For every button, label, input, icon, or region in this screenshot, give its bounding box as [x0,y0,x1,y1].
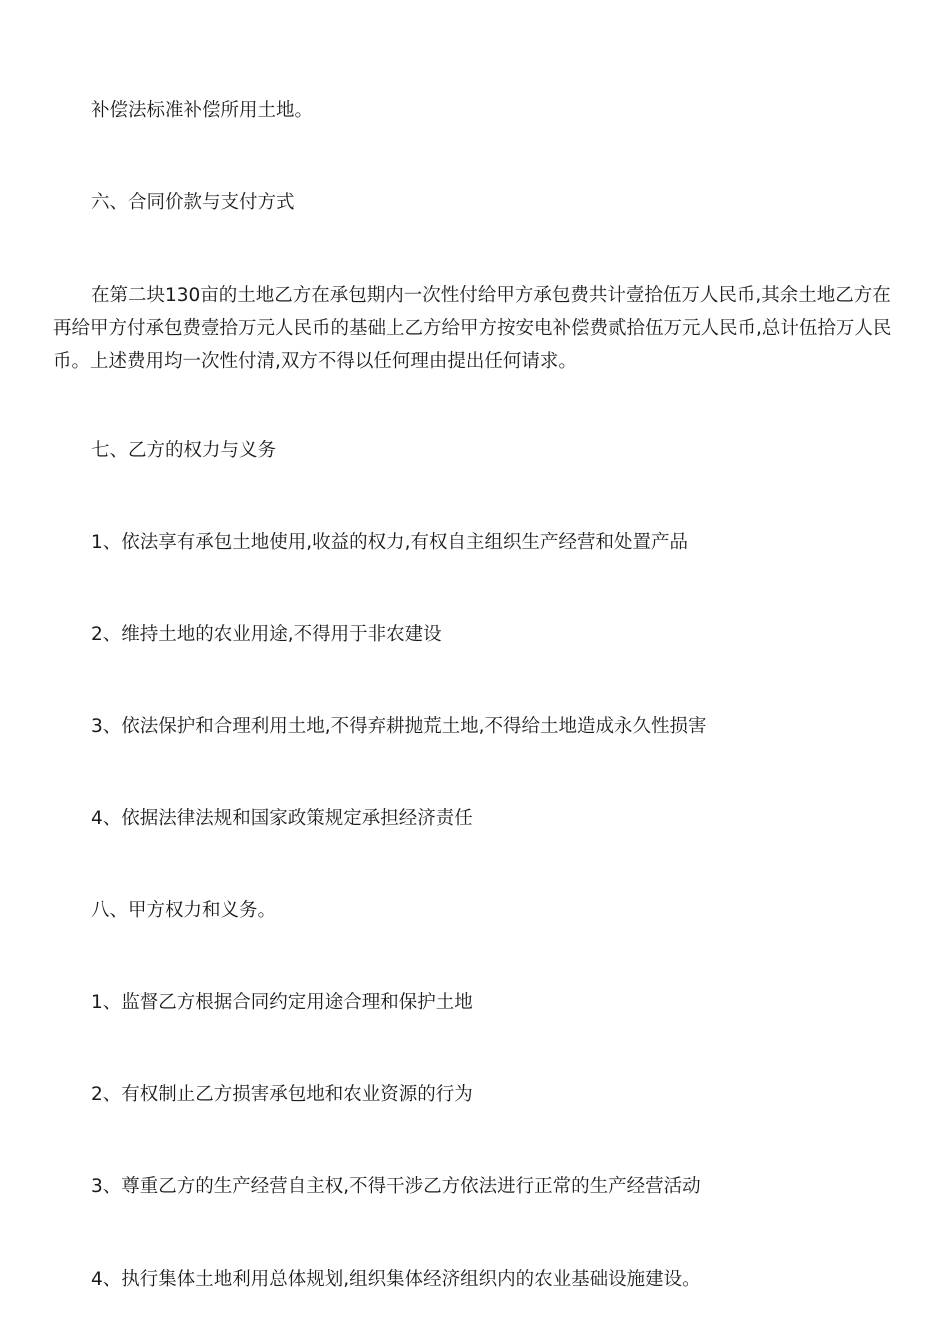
list-item-party-a-2: 2、有权制止乙方损害承包地和农业资源的行为 [91,1084,473,1105]
heading-section-7: 七、乙方的权力与义务 [91,440,277,461]
list-item-party-b-1: 1、依法享有承包土地使用,收益的权力,有权自主组织生产经营和处置产品 [91,532,689,553]
list-item-party-b-3: 3、依法保护和合理利用土地,不得弃耕抛荒土地,不得给土地造成永久性损害 [91,716,707,737]
paragraph-compensation-standard: 补偿法标准补偿所用土地。 [91,100,314,121]
list-item-party-a-3: 3、尊重乙方的生产经营自主权,不得干涉乙方依法进行正常的生产经营活动 [91,1176,701,1197]
paragraph-payment-terms: 在第二块130亩的土地乙方在承包期内一次性付给甲方承包费共计壹拾伍万人民币,其余土地乙方在再给甲方付承包费壹拾万元人民币的基础上乙方给甲方按安电补偿费贰拾伍万元人民币,总计伍拾万人民币。上述费用均一次性付清,双方不得以任何理由提出任何请求。 [53,285,892,372]
heading-section-6: 六、合同价款与支付方式 [91,192,295,213]
list-item-party-a-4: 4、执行集体土地利用总体规划,组织集体经济组织内的农业基础设施建设。 [91,1269,701,1290]
list-item-party-a-1: 1、监督乙方根据合同约定用途合理和保护土地 [91,992,473,1013]
list-item-party-b-2: 2、维持土地的农业用途,不得用于非农建设 [91,624,442,645]
list-item-party-b-4: 4、依据法律法规和国家政策规定承担经济责任 [91,808,473,829]
heading-section-8: 八、甲方权力和义务。 [91,900,277,921]
